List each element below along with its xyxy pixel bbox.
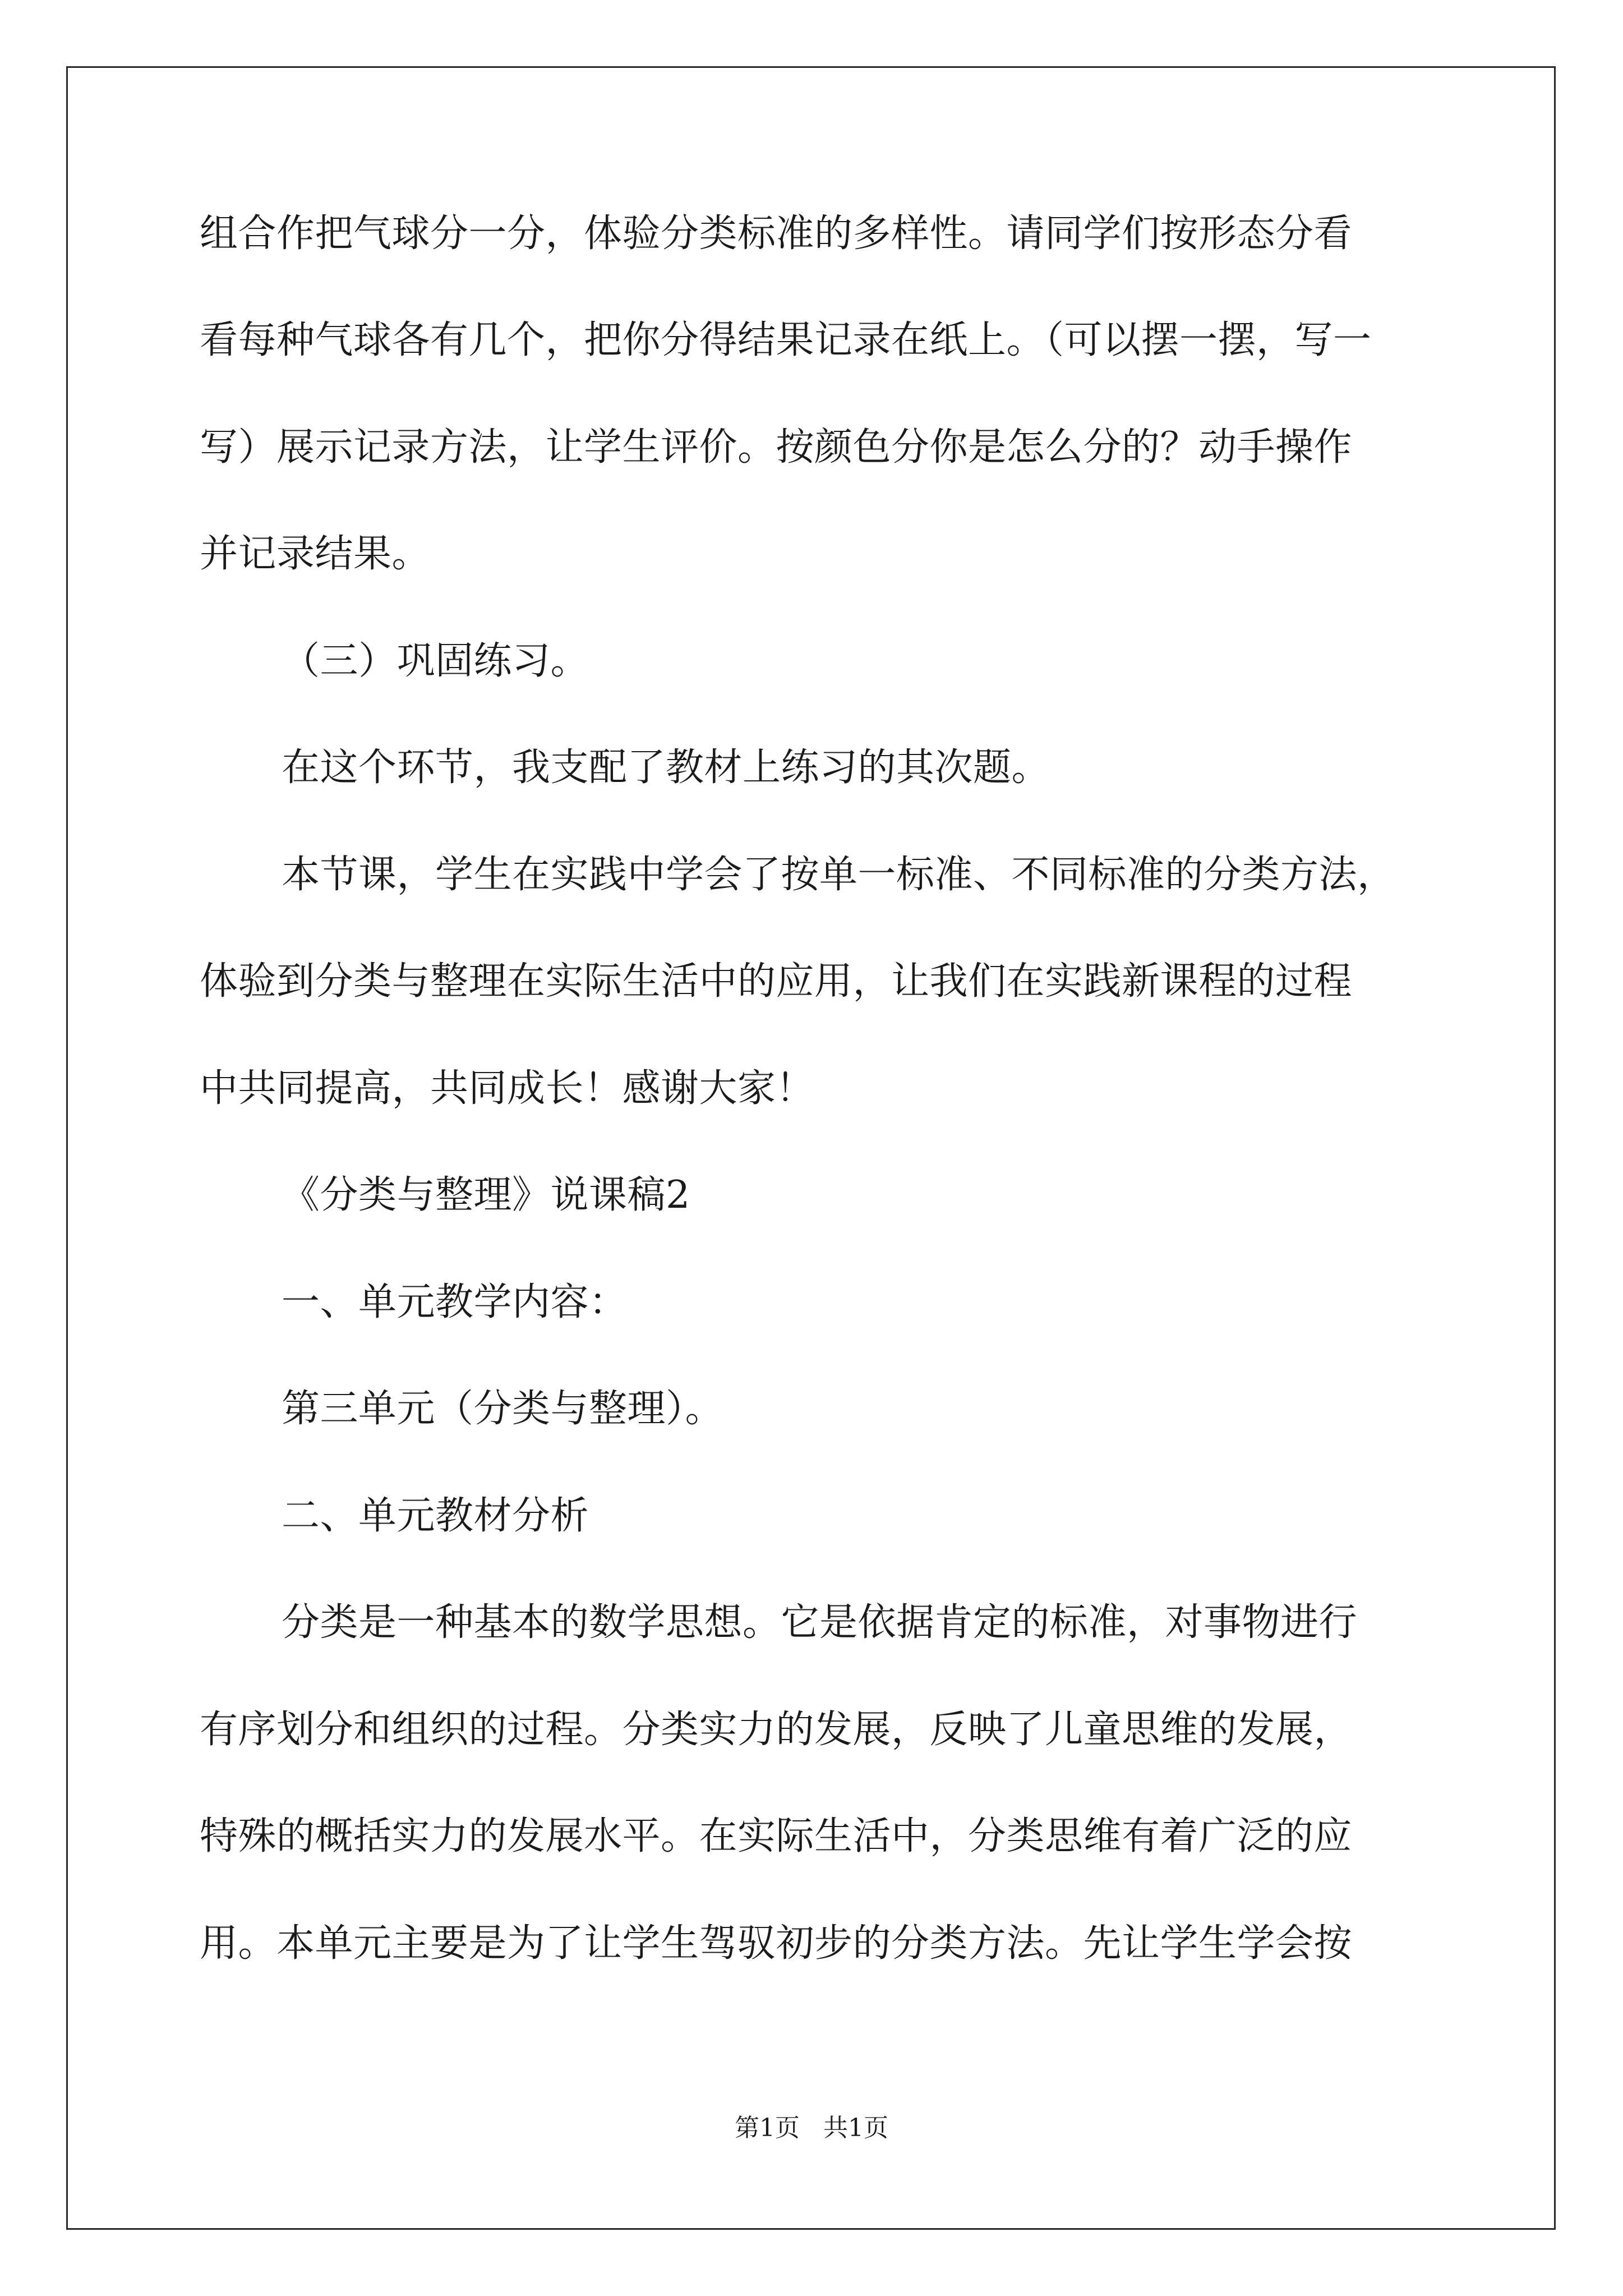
paragraph-line: 中共同提高，共同成长！感谢大家！ bbox=[200, 1066, 815, 1111]
paragraph-line: 用。本单元主要是为了让学生驾驭初步的分类方法。先让学生学会按 bbox=[200, 1921, 1353, 1966]
paragraph-line: 看每种气球各有几个，把你分得结果记录在纸上。（可以摆一摆，写一 bbox=[200, 318, 1372, 362]
document-title: 《分类与整理》说课稿2 bbox=[282, 1173, 690, 1217]
paragraph-line: 体验到分类与整理在实际生活中的应用，让我们在实践新课程的过程 bbox=[200, 959, 1353, 1004]
paragraph-line: 组合作把气球分一分，体验分类标准的多样性。请同学们按形态分看 bbox=[200, 211, 1353, 256]
paragraph-line: 有序划分和组织的过程。分类实力的发展，反映了儿童思维的发展， bbox=[200, 1708, 1353, 1752]
page-border bbox=[66, 66, 1556, 2230]
section-heading: 二、单元教材分析 bbox=[282, 1494, 589, 1538]
paragraph-line: 写）展示记录方法，让学生评价。按颜色分你是怎么分的？动手操作 bbox=[200, 425, 1353, 470]
page-number-footer: 第1页 共1页 bbox=[735, 2114, 888, 2142]
section-heading: （三）巩固练习。 bbox=[282, 639, 589, 683]
paragraph-line: 在这个环节，我支配了教材上练习的其次题。 bbox=[282, 746, 1050, 790]
paragraph-line: 第三单元（分类与整理）。 bbox=[282, 1387, 724, 1431]
paragraph-line: 并记录结果。 bbox=[200, 532, 431, 576]
paragraph-line: 本节课，学生在实践中学会了按单一标准、不同标准的分类方法， bbox=[282, 853, 1396, 897]
paragraph-line: 特殊的概括实力的发展水平。在实际生活中，分类思维有着广泛的应 bbox=[200, 1814, 1353, 1858]
paragraph-line: 分类是一种基本的数学思想。它是依据肯定的标准，对事物进行 bbox=[282, 1600, 1358, 1645]
section-heading: 一、单元教学内容： bbox=[282, 1280, 628, 1324]
